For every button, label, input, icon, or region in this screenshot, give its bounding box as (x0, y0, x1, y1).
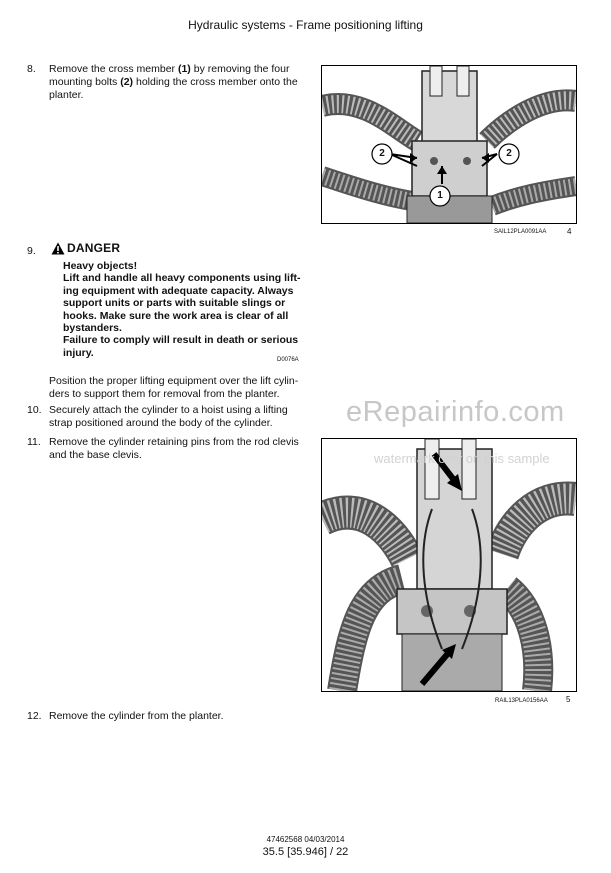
text-run: holding the cross member onto the (133, 76, 298, 88)
danger-line: Failure to comply will result in death or serious (63, 334, 299, 347)
step-text (49, 436, 299, 462)
step-10 (27, 404, 312, 432)
step-text (49, 63, 298, 102)
danger-line: Lift and handle all heavy components using lift- (63, 272, 301, 285)
step-9-number: 9. (27, 245, 36, 257)
danger-line: injury. (63, 346, 94, 359)
callout-2-right: 2 (506, 148, 512, 159)
figure-1-label: SAIL12PLA0091AA (494, 229, 547, 235)
text-line: ders to support them for removal from the planter. (49, 388, 280, 400)
text-line: Securely attach the cylinder to a hoist using a lifting (49, 404, 288, 416)
figure-2-label: RAIL13PLA0156AA (495, 698, 548, 704)
danger-box (49, 240, 299, 370)
text-run: by removing the four (190, 63, 290, 75)
step-number: 8. (27, 63, 36, 75)
footer-doc-id: 47462568 04/03/2014 (266, 835, 345, 844)
text-run: Remove the cross member (49, 63, 178, 75)
callout-1: 1 (437, 190, 443, 201)
danger-line: support units or parts with suitable slings or (63, 297, 286, 310)
danger-line: hooks. Make sure the work area is clear of all (63, 309, 289, 322)
step-number: 10. (27, 404, 42, 416)
step-text: Remove the cylinder from the planter. (49, 710, 224, 722)
page-header: Hydraulic systems - Frame positioning lifting (188, 18, 423, 32)
step-8 (27, 63, 307, 105)
text-line: Remove the cylinder retaining pins from the rod clevis (49, 436, 299, 448)
danger-code: D0076A (277, 357, 299, 363)
danger-line: ing equipment with adequate capacity. Always (63, 284, 294, 297)
step-text (49, 404, 288, 430)
callout-ref: (2) (120, 76, 134, 88)
figure-cylinder-drawing (322, 439, 576, 691)
text-run: mounting bolts (49, 76, 121, 88)
text-run: planter. (49, 89, 84, 101)
danger-title: DANGER (67, 241, 121, 255)
watermark-caption: watermark only on this sample (374, 451, 550, 466)
step-number: 12. (27, 710, 42, 722)
text-line: strap positioned around the body of the cylinder. (49, 417, 273, 429)
callout-ref: (1) (177, 63, 191, 75)
step-number: 11. (27, 436, 41, 448)
watermark-logo: eRepairinfo.com (346, 396, 565, 428)
step-11 (27, 436, 312, 464)
text-line: and the base clevis. (49, 449, 142, 461)
text-line: Position the proper lifting equipment over the lift cylin- (49, 375, 299, 387)
warning-triangle-icon (51, 242, 65, 255)
figure-cross-member (321, 65, 577, 224)
danger-text (63, 260, 303, 359)
callout-2-left: 2 (379, 148, 385, 159)
step-9-text (49, 375, 309, 401)
footer-page-number: 35.5 [35.946] / 22 (262, 846, 349, 858)
figure-cylinder (321, 438, 577, 692)
figure-2-number: 5 (566, 695, 571, 704)
figure-1-number: 4 (567, 227, 572, 236)
danger-line: bystanders. (63, 322, 122, 335)
danger-line: Heavy objects! (63, 260, 138, 272)
